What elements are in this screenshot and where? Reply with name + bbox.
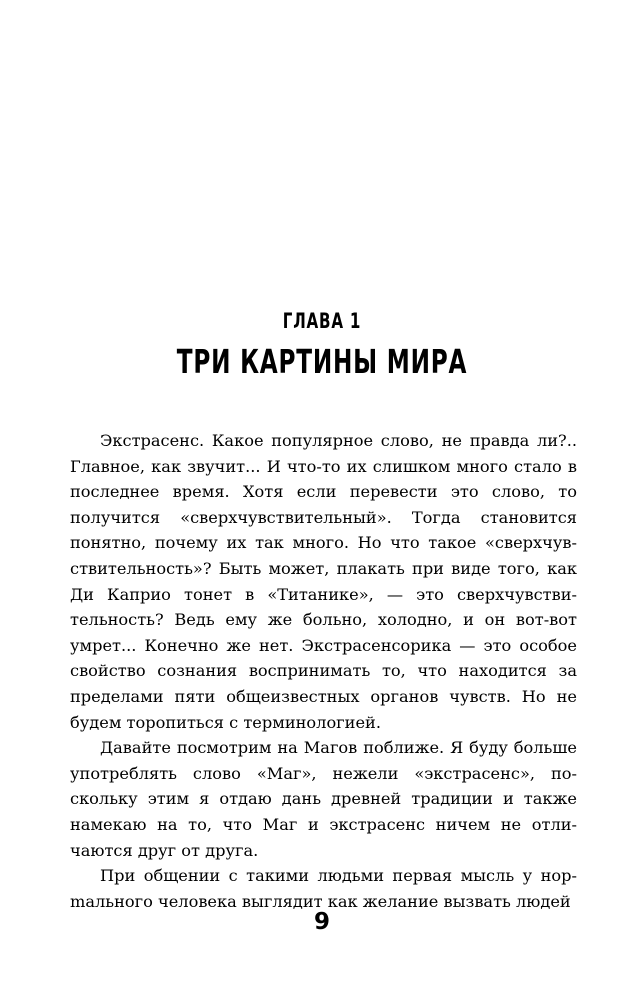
body-text [70,428,577,914]
chapter-title: ТРИ КАРТИНЫ МИРА [176,342,468,381]
chapter-label: ГЛАВА 1 [282,309,362,333]
paragraph: Давайте посмотрим на Магов поближе. Я буду больше употреблять слово «Маг», нежели «экстрасенс», поскольку этим я отдаю дань древней традиции и также намекаю на то, что Маг и экстрасенс ничем не отличаются друг от друга. [70,738,577,860]
paragraph: При общении с такими людьми первая мысль у норmального человека выглядит как желание вызвать людей [70,866,577,911]
page-number: 9 [313,909,330,935]
paragraph: Экстрасенс. Какое популярное слово, не правда ли?.. Главное, как звучит... И что-то их слишком много стало в последнее время. Хотя если перевести это слово, то получится «сверхчувствительный». Тогда становится понятно, почему их так много. Но что такое «сверхчувствительность»? Быть может, плакать при виде того, как Ди Каприо тонет в «Титанике», — это сверхчувствительность? Ведь ему же больно, холодно, и он вот-вот умрет... Конечно же нет. Экстрасенсорика — это особое свойство сознания воспринимать то, что находится за пределами пяти общеизвестных органов чувств. Но не будем торопиться с терминологией. [70,431,577,732]
